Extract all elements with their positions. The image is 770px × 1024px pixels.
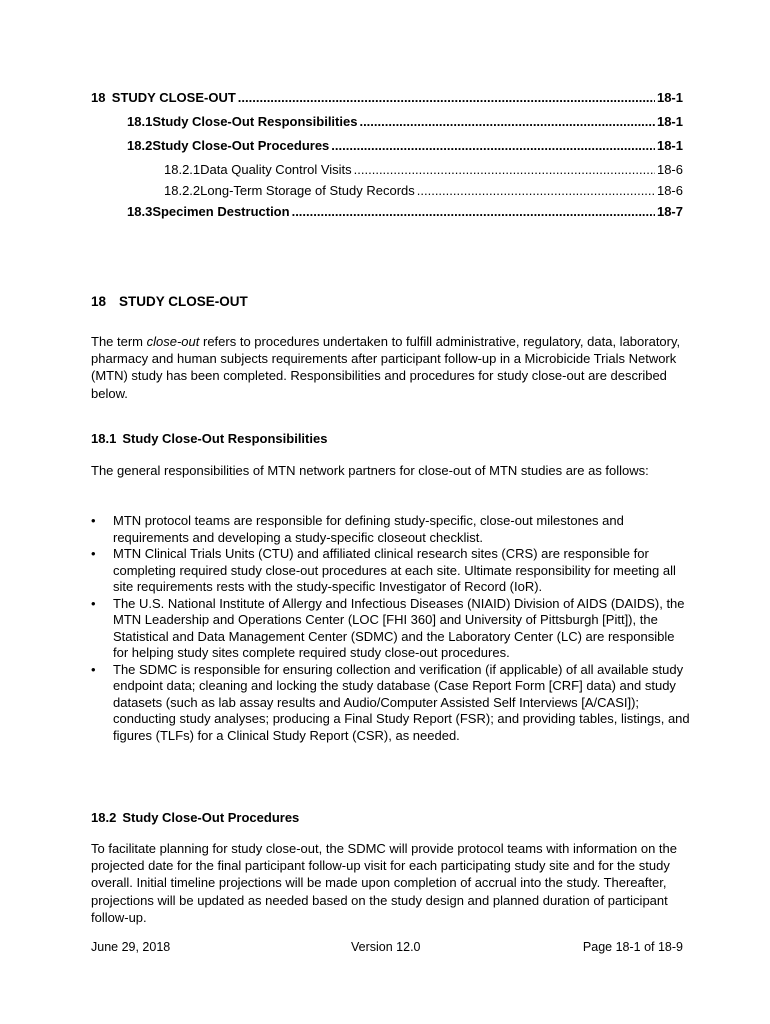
toc-entry[interactable] (91, 162, 683, 183)
section-intro-paragraph (91, 333, 683, 402)
subsection-number: 18.2 (91, 810, 117, 825)
toc-entry[interactable] (91, 204, 683, 224)
toc-leader (417, 183, 655, 199)
toc-entry-page: 18-6 (656, 162, 683, 177)
list-item-text: The U.S. National Institute of Allergy and Infectious Diseases (NIAID) Division of AIDS (DAIDS), the MTN Leadership and Operations Center (LOC [FHI 360] and University of Pittsburgh [Pitt]), the Statistical and Data Management Center (SDMC) and the Laboratory Center (LC) are responsible for helping study sites complete required study close-out procedures. (113, 595, 685, 660)
responsibilities-intro: The general responsibilities of MTN network partners for close-out of MTN studies are as follows: (91, 463, 649, 478)
bullet-icon: • (91, 513, 96, 528)
intro-rest: refers to procedures undertaken to fulfill administrative, regulatory, data, laboratory, pharmacy and human subjects requirements after participant follow-up in a Microbicide Trials Network (MTN) study has been completed. Responsibilities and procedures for study close-out are described below. (91, 334, 681, 401)
toc-entry-page: 18-6 (656, 183, 683, 198)
toc-entry[interactable] (91, 183, 683, 204)
list-item (91, 662, 691, 745)
list-item-text: MTN protocol teams are responsible for defining study-specific, close-out milestones and requirements and developing a study-specific closeout checklist. (113, 513, 624, 545)
subsection-title: Study Close-Out Procedures (122, 810, 300, 825)
toc-entry-title: Specimen Destruction (152, 204, 290, 219)
section-heading (91, 294, 248, 309)
subsection-heading (91, 431, 327, 446)
toc-entry-title: STUDY CLOSE-OUT (111, 90, 236, 105)
toc-entry-page: 18-7 (656, 204, 683, 219)
subsection-title: Study Close-Out Responsibilities (122, 431, 328, 446)
procedures-paragraph: To facilitate planning for study close-out, the SDMC will provide protocol teams with information on the projected date for the final participant follow-up visit for each participating study site and for the study overall. Initial timeline projections will be made upon completion of accrual into the study. Thereafter, projections will be updated as needed based on the study design and planned duration of participant follow-up. (91, 841, 678, 925)
responsibilities-list (91, 513, 691, 744)
list-item-text: The SDMC is responsible for ensuring collection and verification (if applicable) of all available study endpoint data; cleaning and locking the study database (Case Report Form [CRF] data) and study datasets (such as lab assay results and Audio/Computer Assisted Self Interviews [A/CASI]); conducting study analyses; producing a Final Study Report (FSR); and providing tables, listings, and figures (TLFs) for a Clinical Study Report (CSR), as needed. (113, 661, 690, 743)
subsection-heading (91, 810, 299, 825)
list-item (91, 596, 691, 662)
bullet-icon: • (91, 595, 96, 611)
toc-entry[interactable] (91, 138, 683, 162)
toc-entry-title: Study Close-Out Responsibilities (152, 114, 358, 129)
toc-entry-number: 18 (91, 90, 106, 105)
intro-term: close-out (146, 334, 200, 349)
toc-entry-number: 18.2 (127, 138, 153, 153)
toc-entry-title: Data Quality Control Visits (200, 162, 352, 177)
toc-entry-number: 18.2.1 (164, 162, 201, 177)
toc-entry-number: 18.2.2 (164, 183, 201, 198)
toc-leader (354, 162, 655, 178)
toc-leader (331, 138, 655, 154)
footer-version: Version 12.0 (351, 940, 421, 954)
toc-entry[interactable] (91, 114, 683, 138)
bullet-icon: • (91, 546, 96, 561)
list-item (91, 513, 691, 546)
toc-entry-page: 18-1 (656, 114, 683, 129)
subsection-number: 18.1 (91, 431, 117, 446)
bullet-icon: • (91, 661, 96, 677)
footer-page-number: Page 18-1 of 18-9 (582, 940, 683, 954)
toc-entry-title: Long-Term Storage of Study Records (200, 183, 415, 198)
list-item-text: MTN Clinical Trials Units (CTU) and affiliated clinical research sites (CRS) are responsible for completing required study close-out procedures at each site. Ultimate responsibility for meeting all site requirements rests with the study-specific Investigator of Record (IoR). (113, 546, 676, 594)
table-of-contents (91, 90, 683, 224)
toc-leader (238, 90, 655, 106)
toc-entry-title: Study Close-Out Procedures (152, 138, 330, 153)
section-title: STUDY CLOSE-OUT (119, 294, 248, 309)
toc-leader (359, 114, 655, 130)
section-number: 18 (91, 294, 107, 309)
toc-entry-number: 18.1 (127, 114, 153, 129)
toc-leader (292, 204, 655, 220)
toc-entry-number: 18.3 (127, 204, 153, 219)
toc-entry-page: 18-1 (656, 90, 683, 105)
intro-prefix: The term (91, 334, 147, 349)
list-item (91, 546, 691, 596)
toc-entry[interactable] (91, 90, 683, 114)
footer-date: June 29, 2018 (91, 940, 171, 954)
toc-entry-page: 18-1 (656, 138, 683, 153)
